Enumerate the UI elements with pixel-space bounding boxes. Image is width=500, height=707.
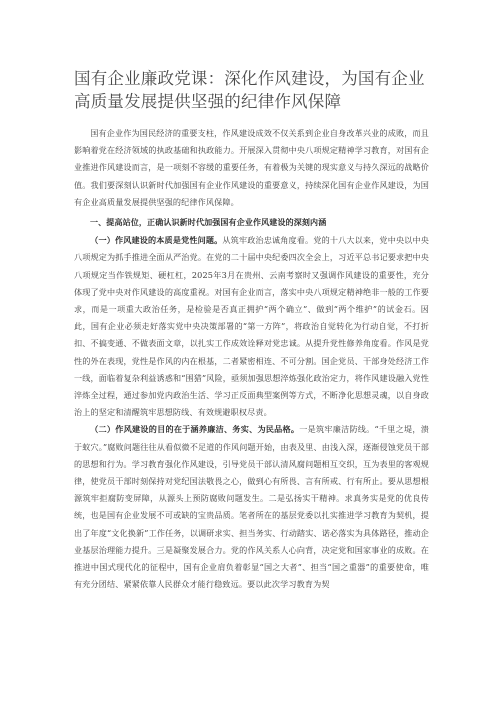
subsection-2-paragraph — [74, 421, 429, 593]
subsection-1-paragraph — [74, 232, 429, 421]
intro-paragraph: 国有企业作为国民经济的重要支柱，作风建设成效不仅关系到企业自身改革兴业的成败，而且影响着党在经济领域的执政基础和执政能力。开展深入贯彻中央八项规定精神学习教育，对国有企业推进作风建设而言，是一项刻不容缓的重要任务，有着极为关键的现实意义与持久深远的战略价值。我们要深刻认识新时代加强国有企业作风建设的重要意义，持续深化国有企业作风建设，为国有企业高质量发展提供坚强的纪律作风保障。 — [74, 128, 429, 207]
subsection-2-heading: （二）作风建设的目的在于涵养廉洁、务实、为民品格。 — [90, 424, 300, 435]
section-heading-1: 一、提高站位，正确认识新时代加强国有企业作风建设的深刻内涵 — [90, 218, 327, 228]
document-body — [74, 125, 429, 593]
subsection-1-heading: （一）作风建设的本质是党性问题。 — [90, 235, 223, 246]
subsection-2-body: 一是筑牢廉洁防线。“千里之堤，溃于蚁穴。”腐败问题往往从看似微不足道的作风问题开始，由表及里、由浅入深，逐渐侵蚀党员干部的思想和行为。学习教育强化作风建设，引导党员干部认清风腐问题相互交织，互为表里的客观规律，使党员干部时刻保持对党纪国法敬畏之心，做到心有所畏、言有所戒、行有所止。要从思想根源筑牢拒腐防变屏障，从源头上预防腐败问题发生。二是弘扬实干精神。求真务实是党的优良传统，也是国有企业发展不可或缺的宝贵品质。笔者所在的基层党委以扎实推进学习教育为契机，提出了年度“文化换新”工作任务，以调研求实、担当务实、行动踏实、诺必落实为具体路径，推动企业基层治理能力提升。三是凝聚发展合力。党的作风关系人心向背，决定党和国家事业的成败。在推进中国式现代化的征程中，国有企业肩负着彰显“国之大者”、担当“国之重器”的重要使命，唯有充分团结、紧紧依靠人民群众才能行稳致远。要以此次学习教育为契 — [74, 424, 429, 590]
subsection-1-body: 从筑牢政治忠诚角度看。党的十八大以来，党中央以中央八项规定为抓手推进全面从严治党。在党的二十届中央纪委四次全会上，习近平总书记要求把中央八项规定当作铁规矩、硬杠杠，2025年3月在贵州、云南考察时又强调作风建设的重要性，充分体现了党中央对作风建设的高度重视。对国有企业而言，落实中央八项规定精神绝非一般的工作要求，而是一项重大政治任务，是检验是否真正拥护“两个确立”、做到“两个维护”的试金石。因此，国有企业必须走好落实党中央决策部署的“第一方阵”，将政治自觉转化为行动自觉，不打折扣、不搞变通、不做表面文章，以扎实工作成效诠释对党忠诚。从提升党性修养角度看。作风是党性的外在表现，党性是作风的内在根基，二者紧密相连、不可分割。国企党员、干部身处经济工作一线，面临着复杂利益诱惑和“围猎”风险，亟须加强思想淬炼强化政治定力，将作风建设融入党性淬炼全过程，通过参加党内政治生活、学习正反面典型案例等方式，不断净化思想灵魂，以自身政治上的坚定和清醒筑牢思想防线、有效规避职权尽责。 — [74, 235, 429, 418]
document-title: 国有企业廉政党课：深化作风建设，为国有企业高质量发展提供坚强的纪律作风保障 — [74, 69, 425, 111]
